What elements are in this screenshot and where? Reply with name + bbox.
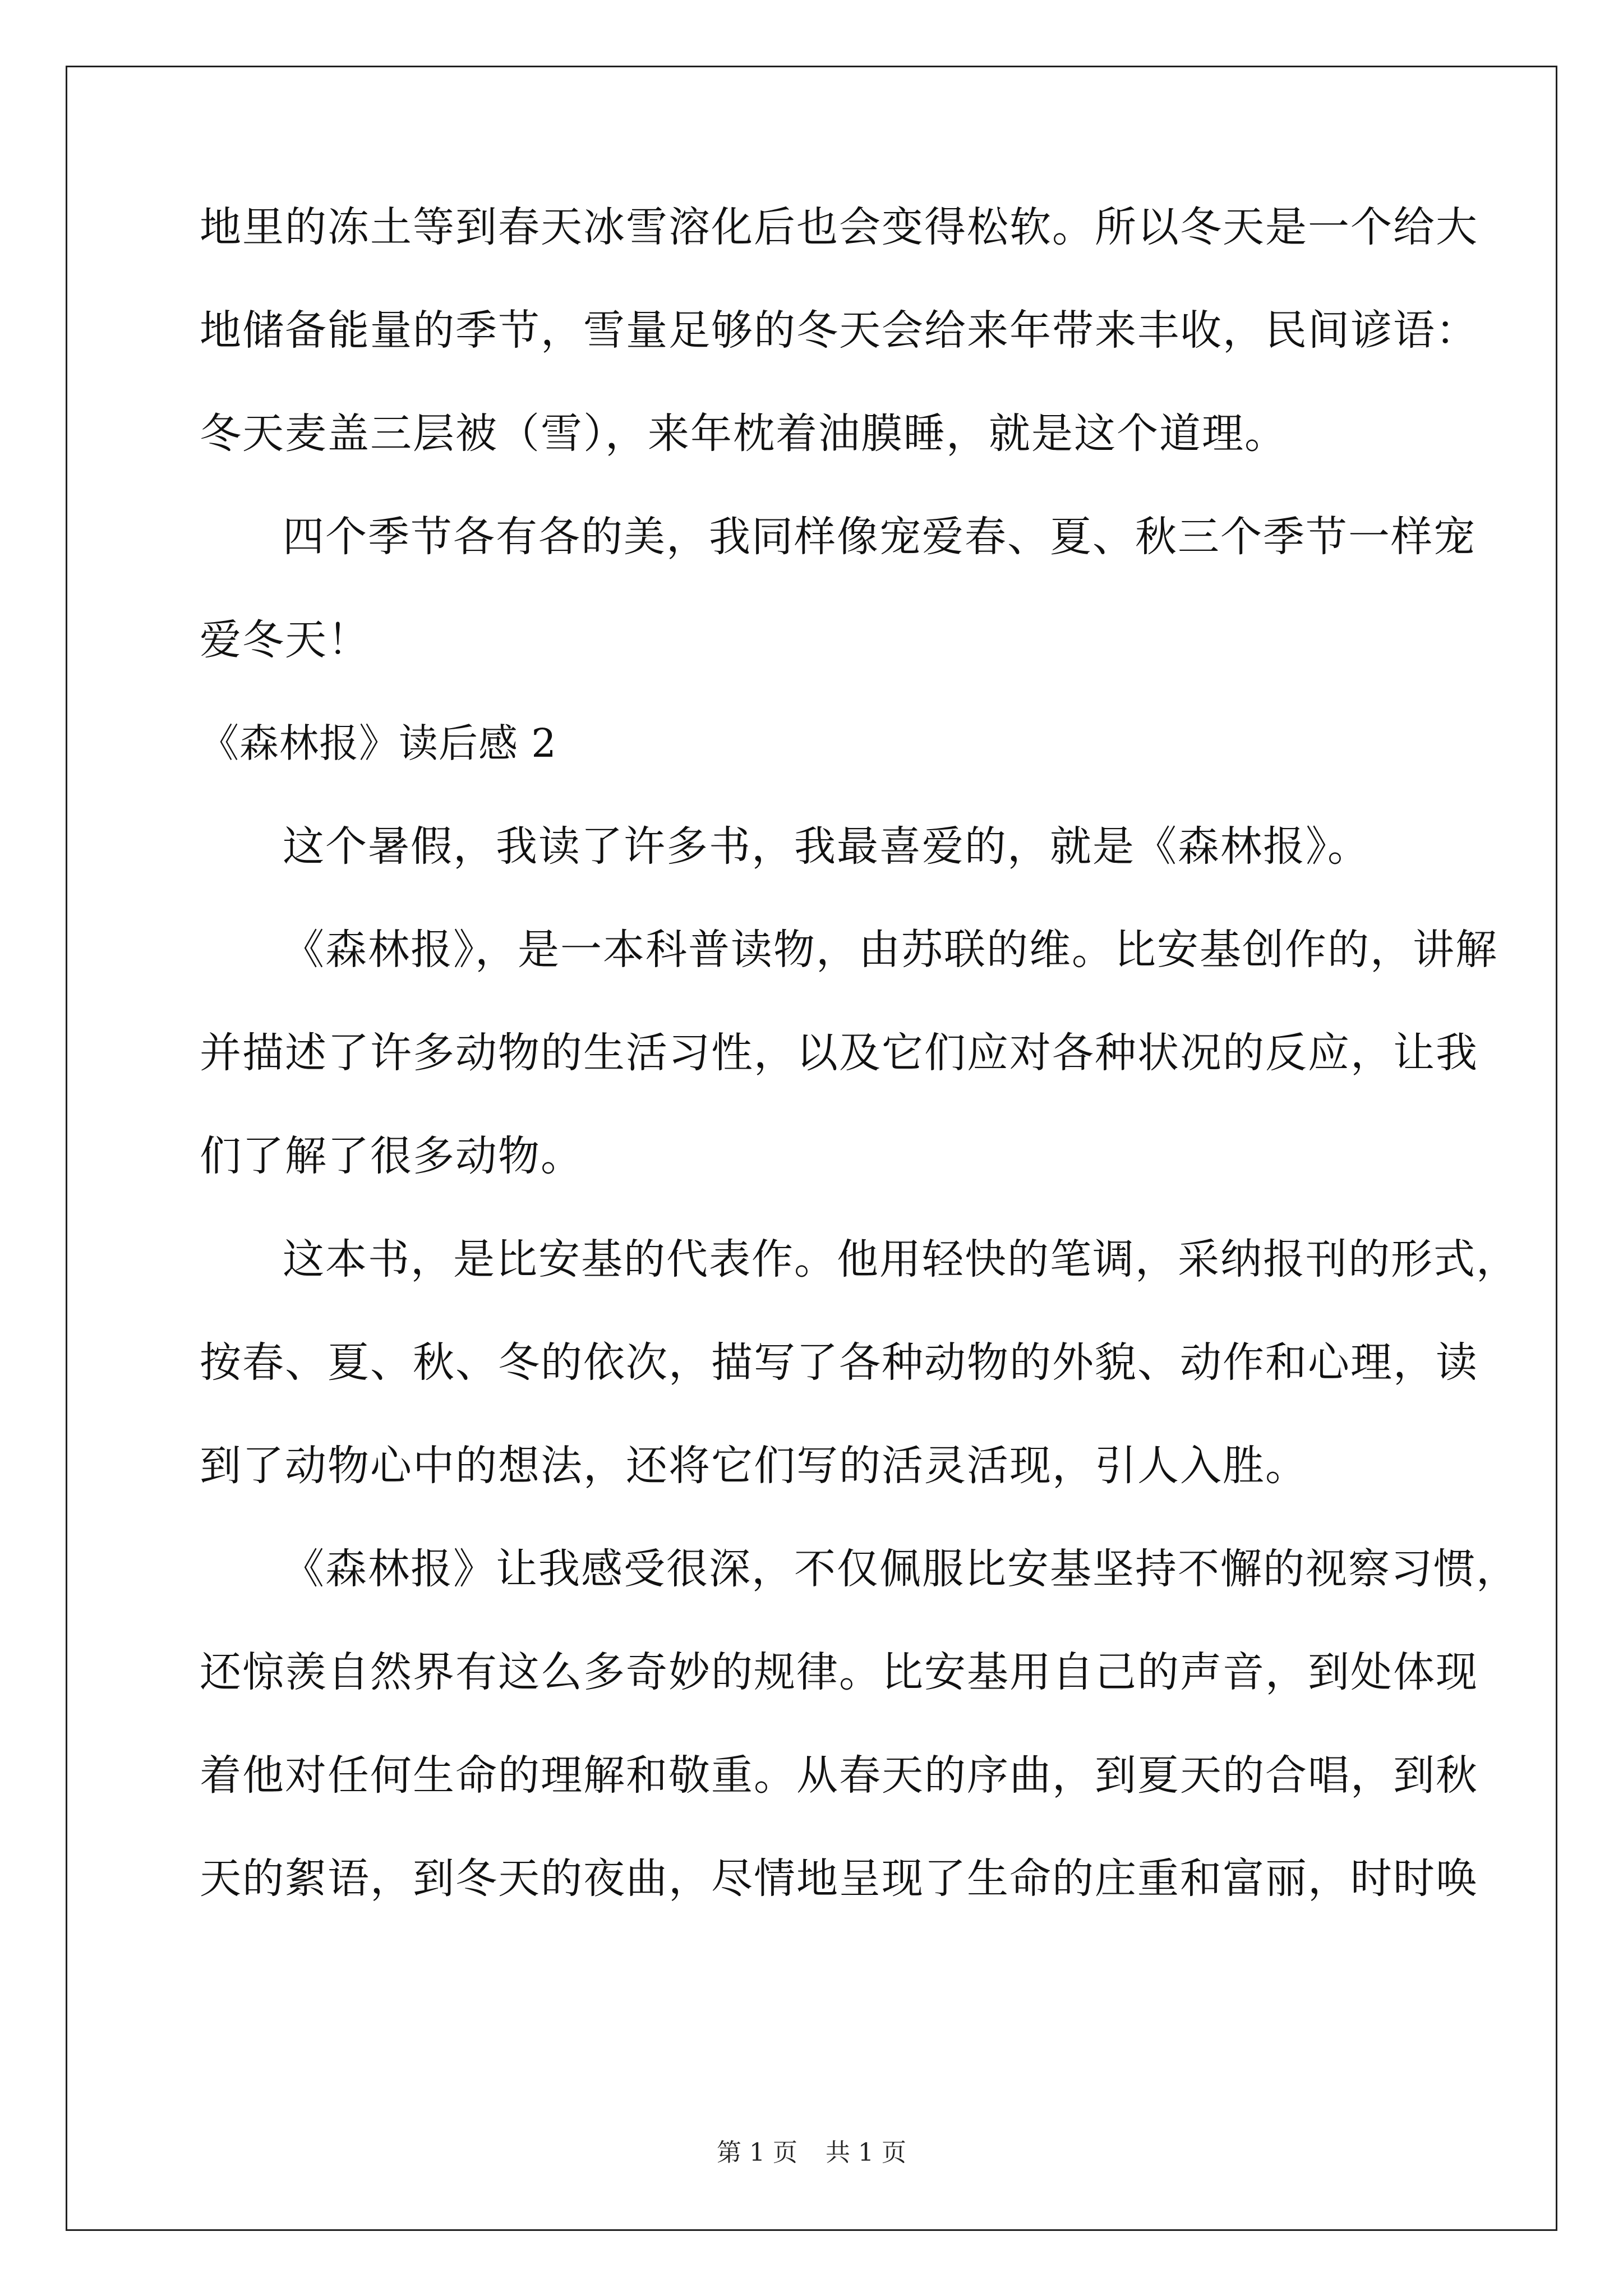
paragraph-start-line: 《森林报》让我感受很深，不仅佩服比安基坚持不懈的视察习惯， [283, 1545, 1519, 1593]
text-line: 到了动物心中的想法，还将它们写的活灵活现，引人入胜。 [200, 1442, 1308, 1490]
text-line: 按春、夏、秋、冬的依次，描写了各种动物的外貌、动作和心理，读 [200, 1338, 1478, 1387]
text-line: 们了解了很多动物。 [200, 1132, 583, 1180]
text-line: 地储备能量的季节，雪量足够的冬天会给来年带来丰收，民间谚语： [200, 306, 1478, 355]
paragraph-start-line: 《森林报》，是一本科普读物，由苏联的维。比安基创作的，讲解 [283, 926, 1498, 974]
text-line: 地里的冻土等到春天冰雪溶化后也会变得松软。所以冬天是一个给大 [200, 203, 1478, 251]
text-line: 冬天麦盖三层被（雪），来年枕着油膜睡，就是这个道理。 [200, 409, 1287, 458]
text-line: 着他对任何生命的理解和敬重。从春天的序曲，到夏天的合唱，到秋 [200, 1751, 1478, 1800]
paragraph-start-line: 这本书，是比安基的代表作。他用轻快的笔调，采纳报刊的形式， [283, 1235, 1519, 1283]
page-number-current: 第 1 页 [717, 2138, 797, 2167]
text-line: 天的絮语，到冬天的夜曲，尽情地呈现了生命的庄重和富丽，时时唤 [200, 1855, 1478, 1903]
text-line: 爱冬天！ [200, 616, 370, 664]
text-line: 还惊羡自然界有这么多奇妙的规律。比安基用自己的声音，到处体现 [200, 1648, 1478, 1696]
text-line: 并描述了许多动物的生活习性，以及它们应对各种状况的反应，让我 [200, 1029, 1478, 1077]
page-footer [0, 2136, 1623, 2170]
paragraph-start-line: 四个季节各有各的美，我同样像宠爱春、夏、秋三个季节一样宠 [283, 513, 1476, 561]
page-number-total: 共 1 页 [826, 2138, 906, 2167]
section-heading: 《森林报》读后感 2 [200, 720, 557, 766]
paragraph-start-line: 这个暑假，我读了许多书，我最喜爱的，就是《森林报》。 [283, 822, 1370, 871]
